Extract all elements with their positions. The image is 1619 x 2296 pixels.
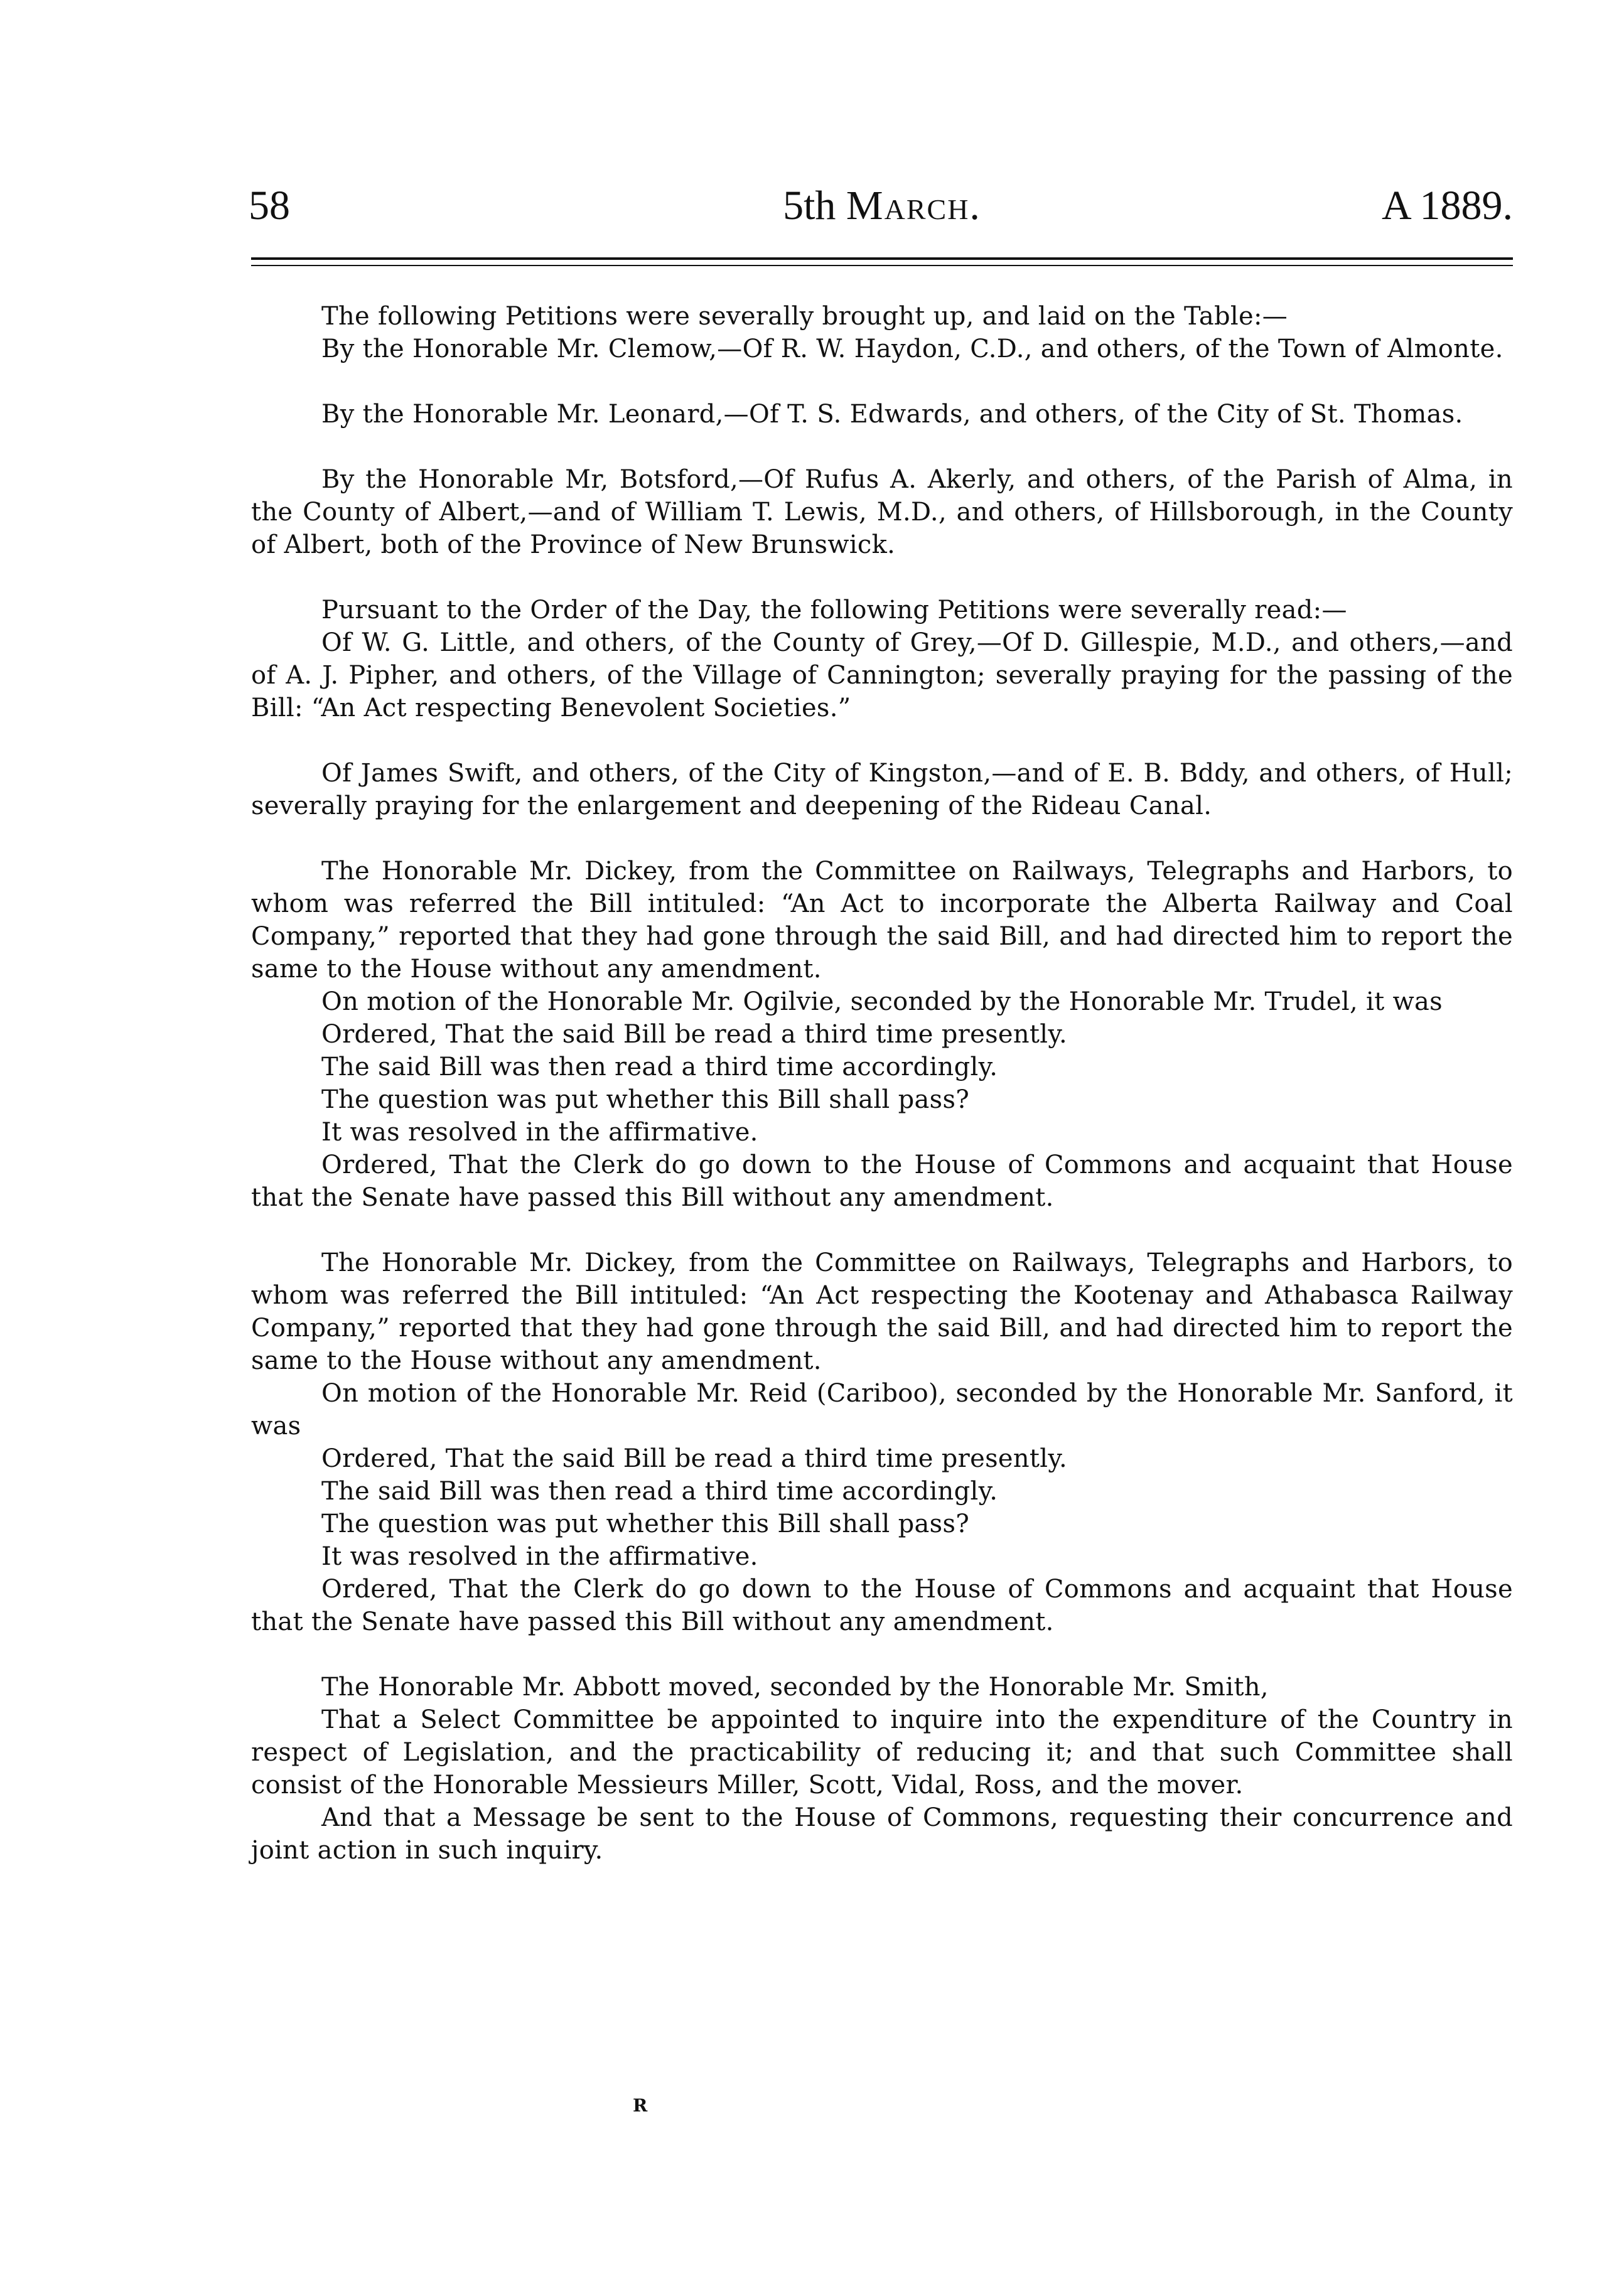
paragraph: It was resolved in the affirmative.	[321, 1542, 758, 1571]
header-date-day: 5th	[783, 183, 836, 228]
paragraph: On motion of the Honorable Mr. Reid (Cariboo), seconded by the Honorable Mr. Sanford, it was	[251, 1379, 1513, 1440]
paragraph: Ordered, That the Clerk do go down to the House of Commons and acquaint that House that the Senate have passed this Bill without any amendment.	[251, 1575, 1513, 1636]
paragraph: The question was put whether this Bill shall pass?	[321, 1085, 970, 1114]
paragraph: The Honorable Mr. Dickey, from the Committee on Railways, Telegraphs and Harbors, to whom was referred the Bill intituled: “An Act to incorporate the Alberta Railway and Coal Company,” reported that they had gone through the said Bill, and had directed him to report the same to the House without any amendment.	[251, 857, 1513, 984]
header-rule-thin	[251, 265, 1513, 266]
paragraph: And that a Message be sent to the House of Commons, requesting their concurrence and joint action in such inquiry.	[251, 1803, 1513, 1865]
paragraph: By the Honorable Mr. Clemow,—Of R. W. Haydon, C.D., and others, of the Town of Almonte.	[321, 335, 1503, 363]
paragraph: By the Honorable Mr, Botsford,—Of Rufus A. Akerly, and others, of the Parish of Alma, in the County of Albert,—and of William T. Lewis, M.D., and others, of Hillsborough, in the County of Albert, both of the Province of New Brunswick.	[251, 465, 1513, 559]
paragraph: The said Bill was then read a third time accordingly.	[321, 1477, 998, 1506]
paragraph: It was resolved in the affirmative.	[321, 1118, 758, 1147]
paragraph: By the Honorable Mr. Leonard,—Of T. S. Edwards, and others, of the City of St. Thomas.	[321, 400, 1463, 429]
paragraph: On motion of the Honorable Mr. Ogilvie, seconded by the Honorable Mr. Trudel, it was	[321, 987, 1443, 1016]
paragraph: Of W. G. Little, and others, of the County of Grey,—Of D. Gillespie, M.D., and others,—and of A. J. Pipher, and others, of the Village of Cannington; severally praying for the passing of the Bill: “An Act respecting Benevolent Societies.”	[251, 628, 1513, 722]
paragraph: The following Petitions were severally brought up, and laid on the Table:—	[321, 302, 1288, 331]
paragraph: Ordered, That the said Bill be read a third time presently.	[321, 1020, 1067, 1049]
header-series: A 1889.	[1381, 183, 1513, 228]
paragraph: Pursuant to the Order of the Day, the following Petitions were severally read:—	[321, 596, 1347, 625]
header-date-month: March.	[846, 183, 981, 228]
paragraph: That a Select Committee be appointed to inquire into the expenditure of the Country in respect of Legislation, and the practicability of reducing it; and that such Committee shall consist of the Honorable Messieurs Miller, Scott, Vidal, Ross, and the mover.	[251, 1705, 1513, 1800]
paragraph: The Honorable Mr. Abbott moved, seconded by the Honorable Mr. Smith,	[321, 1673, 1269, 1702]
signature-mark: R	[633, 2095, 648, 2116]
header-date	[251, 182, 1513, 230]
journal-body	[251, 300, 1513, 1867]
paragraph: The question was put whether this Bill shall pass?	[321, 1510, 970, 1538]
running-header	[251, 182, 1513, 251]
header-rule-thick	[251, 257, 1513, 260]
document-page	[251, 182, 1513, 1867]
paragraph: The said Bill was then read a third time accordingly.	[321, 1053, 998, 1081]
paragraph: Ordered, That the said Bill be read a third time presently.	[321, 1444, 1067, 1473]
paragraph: Ordered, That the Clerk do go down to the House of Commons and acquaint that House that the Senate have passed this Bill without any amendment.	[251, 1151, 1513, 1212]
paragraph: Of James Swift, and others, of the City of Kingston,—and of E. B. Bddy, and others, of Hull; severally praying for the enlargement and deepening of the Rideau Canal.	[251, 759, 1513, 820]
page-number: 58	[249, 183, 290, 228]
paragraph: The Honorable Mr. Dickey, from the Committee on Railways, Telegraphs and Harbors, to whom was referred the Bill intituled: “An Act respecting the Kootenay and Athabasca Railway Company,” reported that they had gone through the said Bill, and had directed him to report the same to the House without any amendment.	[251, 1248, 1513, 1375]
